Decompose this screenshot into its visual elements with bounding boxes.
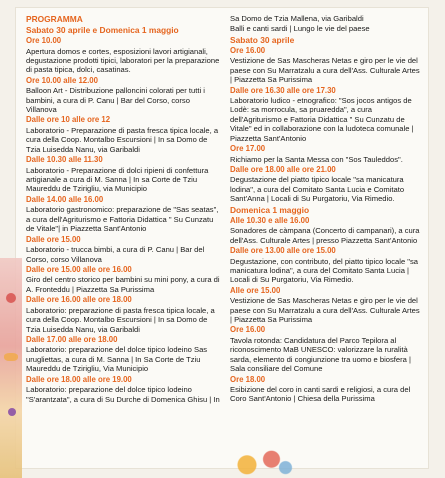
event-description: Sonadores de càmpana (Concerto di campanari), a cura dell'Ass. Culturale Artes | presso Piazzetta Sant'Antonio [230, 226, 420, 245]
program-column-left [26, 14, 222, 405]
event-description: Laboratorio gastronomico: preparazione de "Sas seatas", a cura dell'Agriturismo e Fattoria Didattica " Su Cunzatu de Vitale"| in Piazzetta Sant'Antonio [26, 205, 219, 234]
event-description: Tavola rotonda: Candidatura del Parco Tepilora al riconoscimento MaB UNESCO: valorizzare la ruralità sarda, elemento di congiunzione tra uomo e biosfera | Sala consiliare del Comune [230, 335, 411, 374]
event-description: Degustazione del piatto tipico locale "sa manicatura lodina", a cura del Comitato Santa Lucia e Comitato Sant'Anna | Locali di Su Purgatoriu, Via Rimedio. [230, 175, 405, 204]
leaf-icon [4, 353, 18, 361]
event-description: Vestizione de Sas Mascheras Netas e giro per le vie del paese con Su Marratzalu a cura dell'Ass. Culturale Artes | Piazzetta Sa Purissima [230, 296, 420, 325]
event-description: Laboratorio: preparazione del dolce tipico lodeino "S'arantzata", a cura di Su Durche di Domenica Ghisu | In [26, 385, 220, 404]
event-time: Alle ore 15.00 [230, 285, 281, 295]
decorative-floral-strip [0, 258, 22, 478]
event-description: Sa Domo de Tzia Mallena, via Garibaldi [230, 14, 364, 23]
event-description: Laboratorio: preparazione del dolce tipico lodeino Sas urugliettas, a cura di M. Sanna | In Sa Corte de Tziu Maureddu de Tzirigliu, Via Municipio [26, 345, 208, 374]
event-time: Dalle 10.30 alle 11.30 [26, 155, 103, 165]
event-description: Richiamo per la Santa Messa con "Sos Tauleddos". [230, 154, 403, 164]
section-heading: Sabato 30 aprile [230, 34, 295, 45]
event-description: Balloon Art - Distribuzione palloncini colorati per tutti i bambini, a cura di P. Canu | Bar del Corso, corso Villanova [26, 86, 205, 115]
event-time: Dalle ore 10 alle ore 12 [26, 115, 111, 125]
flower-icon [6, 293, 16, 303]
event-description: Laboratorio - Preparazione di pasta fresca tipica locale, a cura della Coop. Montalbo Escursioni | In sa Domo de Tzia Luisedda Nanu, via Garibaldi [26, 125, 219, 154]
event-time: Dalle ore 16.00 alle ore 18.00 [26, 295, 132, 305]
flower-icon [8, 408, 16, 416]
event-time: Dalle 17.00 alle ore 18.00 [26, 334, 118, 344]
event-time: Dalle 14.00 alle 16.00 [26, 194, 104, 204]
event-description: Laboratorio: preparazione di pasta fresca tipica locale, a cura della Coop. Montalbo Escursioni | In sa Domo de Tzia Luisedda Nanu, via Garibaldi [26, 305, 215, 334]
program-page [16, 8, 428, 468]
event-time: Ore 10.00 [26, 36, 62, 45]
event-description: Apertura domos e cortes, esposizioni lavori artigianali, degustazione prodotti tipici, laboratori per la preparazione di pasta tipica, dolci, casatinas. [26, 46, 220, 75]
event-description: Vestizione de Sas Mascheras Netas e giro per le vie del paese con Su Marratzalu a cura dell'Ass. Culturale Artes | Piazzetta Sa Purissima [230, 56, 420, 85]
event-time: Dalle ore 16.30 alle ore 17.30 [230, 85, 336, 95]
event-description: Laboratorio ludico - etnografico: "Sos jocos antigos de Lodè: sa morrocula, sa pruaredda", a cura dell'Agriturismo e Fattoria Didattica " Su Cunzatu de Vitale" ed in collaborazione con la ludoteca comunale | Piazzetta Sant'Antonio [230, 96, 414, 143]
event-time: Ore 10.00 alle 12.00 [26, 75, 98, 85]
event-time: Dalle ore 13.00 alle ore 15.00 [230, 246, 336, 255]
event-time: Ore 18.00 [230, 374, 266, 384]
section-heading: Domenica 1 maggio [230, 204, 310, 215]
event-time: Ore 16.00 [230, 45, 266, 55]
event-description: Balli e canti sardi | Lungo le vie del paese [230, 24, 370, 34]
event-description: Giro del centro storico per bambini su mini pony, a cura di A. Fronteddu | Piazzetta Sa Purissima [26, 275, 220, 294]
decorative-flowers [226, 448, 296, 476]
event-description: Laboratorio - Preparazione di dolci ripieni di confettura artigianale a cura di M. Sanna | In sa Corte de Tziu Maureddu de Tzirigliu, via Municipio [26, 165, 209, 194]
event-time: Ore 16.00 [230, 325, 266, 335]
section-heading: Sabato 30 aprile e Domenica 1 maggio [26, 25, 179, 35]
event-time: Dalle ore 18.00 alle ore 21.00 [230, 164, 336, 174]
event-time: Ore 17.00 [230, 144, 266, 154]
event-description: Esibizione del coro in canti sardi e religiosi, a cura del Coro Sant'Antonio | Chiesa della Purissima [230, 385, 411, 404]
event-description: Laboratorio - trucca bimbi, a cura di P. Canu | Bar del Corso, corso Villanova [26, 245, 205, 264]
event-time: Alle 10.30 e alle 16.00 [230, 215, 310, 225]
section-heading: PROGRAMMA [26, 14, 83, 24]
event-description: Degustazione, con contributo, del piatto tipico locale "sa manicatura lodina", a cura del Comitato Santa Lucia | Locali di Su Purgatoriu, Via Rimedio. [230, 256, 419, 285]
program-column-right [230, 14, 422, 405]
event-time: Dalle ore 15.00 alle ore 16.00 [26, 264, 132, 274]
event-time: Dalle ore 18.00 alle ore 19.00 [26, 374, 132, 384]
event-time: Dalle ore 15.00 [26, 234, 81, 244]
